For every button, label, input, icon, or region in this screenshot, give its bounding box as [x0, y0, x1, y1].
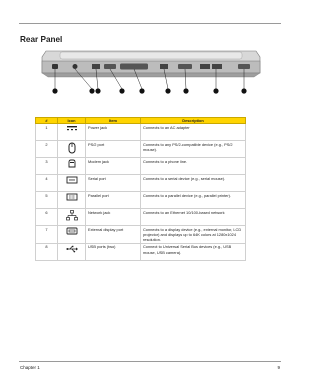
- row-item: Parallel port: [86, 192, 141, 209]
- row-num: 1: [36, 124, 58, 141]
- row-description: Connects to a phone line.: [141, 158, 246, 175]
- row-item: Network jack: [86, 209, 141, 226]
- table-row: [36, 226, 246, 244]
- header-description: Description: [141, 118, 246, 124]
- footer-rule: [19, 361, 281, 362]
- external-display-port-icon: [66, 227, 78, 236]
- header-num: #: [36, 118, 58, 124]
- row-item: Modem jack: [86, 158, 141, 175]
- header-rule: [19, 23, 281, 24]
- section-title: Rear Panel: [20, 35, 63, 44]
- network-jack-icon: [66, 210, 78, 221]
- row-description: Connects to a display device (e.g., external monitor, LCD projector) and displays up to 64K colors at 1280x1024 resolution.: [141, 226, 246, 244]
- row-item: PS/2 port: [86, 141, 141, 158]
- row-description: Connects to an Ethernet 10/100-based network: [141, 209, 246, 226]
- row-num: 4: [36, 175, 58, 192]
- header-icon: Icon: [58, 118, 86, 124]
- row-item: USB ports (two): [86, 243, 141, 260]
- row-num: 8: [36, 243, 58, 260]
- row-item: Serial port: [86, 175, 141, 192]
- table-row: [36, 243, 246, 260]
- header-item: Item: [86, 118, 141, 124]
- row-description: Connects to an AC adapter: [141, 124, 246, 141]
- row-description: Connects to any PS/2-compatible device (e.g., PS/2 mouse).: [141, 141, 246, 158]
- row-description: Connect to Universal Serial Bus devices (e.g., USB mouse, USB camera).: [141, 243, 246, 260]
- power-jack-icon: [66, 125, 78, 133]
- row-item: External display port: [86, 226, 141, 244]
- table-row: [36, 124, 246, 141]
- table-row: [36, 141, 246, 158]
- row-num: 5: [36, 192, 58, 209]
- row-item: Power jack: [86, 124, 141, 141]
- table-row: [36, 209, 246, 226]
- table-row: [36, 158, 246, 175]
- rear-panel-ports-table: [35, 117, 246, 261]
- table-row: [36, 192, 246, 209]
- row-num: 3: [36, 158, 58, 175]
- footer-page-number: 9: [277, 365, 280, 370]
- row-num: 6: [36, 209, 58, 226]
- laptop-rear-panel-illustration: [40, 49, 262, 97]
- row-num: 2: [36, 141, 58, 158]
- ps2-port-icon: [67, 142, 77, 154]
- serial-port-icon: [66, 176, 78, 184]
- usb-ports-icon: [66, 245, 78, 253]
- footer-chapter: Chapter 1: [20, 365, 40, 370]
- row-num: 7: [36, 226, 58, 244]
- table-row: [36, 175, 246, 192]
- modem-jack-icon: [67, 159, 77, 169]
- row-description: Connects to a serial device (e.g., serial mouse).: [141, 175, 246, 192]
- parallel-port-icon: [66, 193, 78, 201]
- row-description: Connects to a parallel device (e.g., parallel printer).: [141, 192, 246, 209]
